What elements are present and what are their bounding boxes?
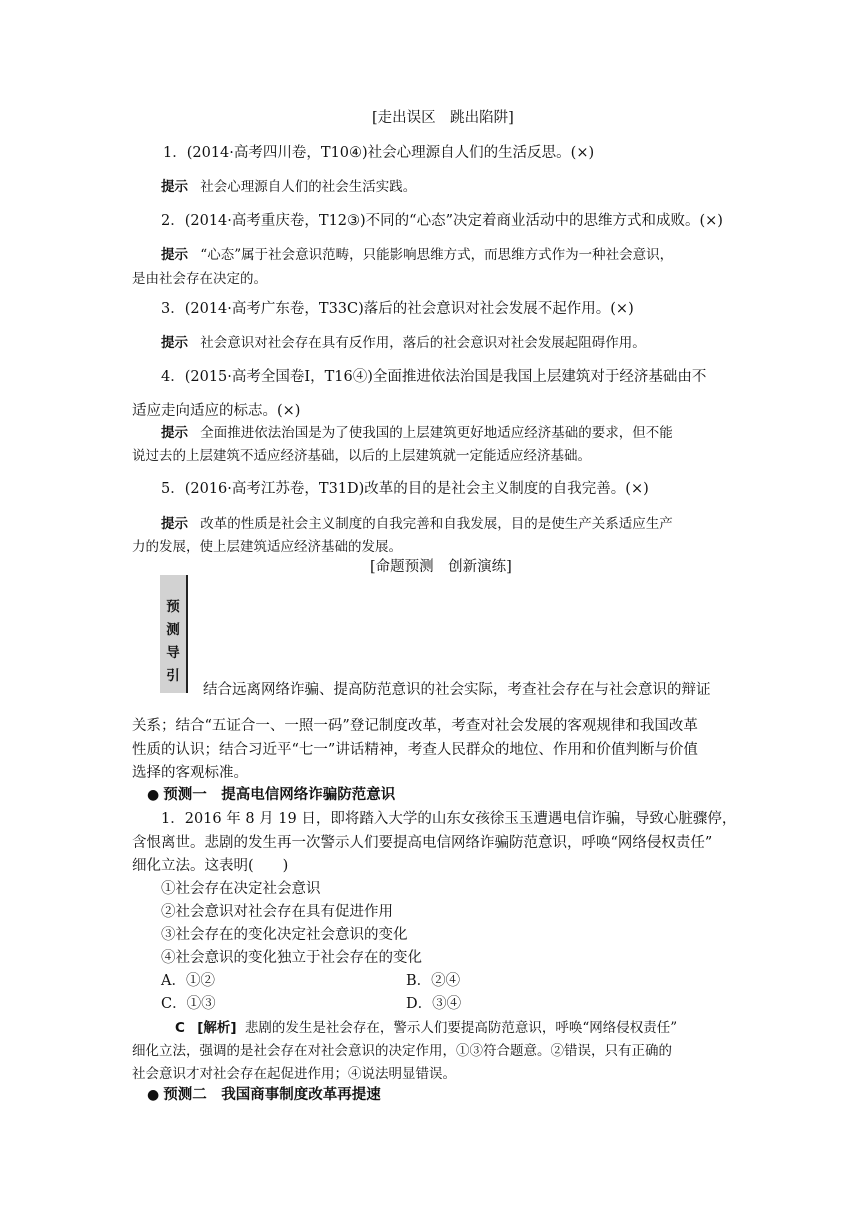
item-4-question-cont: 适应走向适应的标志。(×): [132, 403, 301, 419]
item-3-hint: [161, 331, 646, 351]
option-b: B．②④: [406, 973, 461, 989]
sidebox-char: 导: [166, 645, 180, 661]
item-2-hint: [161, 243, 673, 263]
option-c: C．①③: [161, 996, 216, 1012]
hint-label: 提示: [161, 179, 188, 195]
hint-label: 提示: [161, 247, 188, 263]
hint-text: 改革的性质是社会主义制度的自我完善和自我发展，目的是使生产关系适应生产: [200, 516, 673, 532]
sidebox-char: 引: [166, 668, 180, 684]
analysis-line-1: [175, 1016, 677, 1036]
item-5-hint-cont: 力的发展，使上层建筑适应经济基础的发展。: [132, 539, 402, 555]
hint-text: 全面推进依法治国是为了使我国的上层建筑更好地适应经济基础的要求，但不能: [200, 425, 673, 441]
guide-line-3: 性质的认识；结合习近平“七一”讲话精神，考查人民群众的地位、作用和价值判断与价值: [132, 742, 698, 758]
statement-4: ④社会意识的变化独立于社会存在的变化: [161, 950, 422, 966]
prediction-guide-sidebox: [160, 575, 188, 693]
guide-line-2: 关系；结合“五证合一、一照一码”登记制度改革，考查对社会发展的客观规律和我国改革: [132, 718, 698, 734]
answer-letter: C: [175, 1020, 185, 1036]
hint-label: 提示: [161, 425, 188, 441]
item-1-hint: [161, 175, 416, 195]
prediction-1-title: 预测一 提高电信网络诈骗防范意识: [163, 787, 396, 803]
item-2-hint-cont: 是由社会存在决定的。: [132, 271, 267, 287]
item-4-question: 4．(2015·高考全国卷Ⅰ，T16④)全面推进依法治国是我国上层建筑对于经济基础由不: [161, 369, 707, 385]
statement-1: ①社会存在决定社会意识: [161, 881, 321, 897]
sidebox-char: 测: [166, 622, 180, 638]
statement-2: ②社会意识对社会存在具有促进作用: [161, 904, 393, 920]
item-1-question: 1．(2014·高考四川卷，T10④)社会心理源自人们的生活反思。(×): [163, 145, 595, 161]
question-1-line-1: 1．2016 年 8 月 19 日，即将踏入大学的山东女孩徐玉玉遭遇电信诈骗，导致心脏骤停，: [161, 811, 737, 827]
filled-circle-bullet-icon: ●: [147, 787, 160, 803]
analysis-label: [解析]: [197, 1020, 237, 1036]
section-title-misconceptions: [走出误区 跳出陷阱]: [372, 110, 514, 126]
item-4-hint: [161, 421, 673, 441]
filled-circle-bullet-icon: ●: [147, 1087, 160, 1103]
question-1-line-2: 含恨离世。悲剧的发生再一次警示人们要提高电信网络诈骗防范意识，呼唤“网络侵权责任”: [132, 835, 713, 851]
section-title-predictions: [命题预测 创新演练]: [370, 559, 512, 575]
option-d: D．③④: [406, 996, 462, 1012]
item-4-hint-cont: 说过去的上层建筑不适应经济基础，以后的上层建筑就一定能适应经济基础。: [132, 448, 591, 464]
prediction-2-title: 预测二 我国商事制度改革再提速: [163, 1087, 381, 1103]
hint-text: “心态”属于社会意识范畴，只能影响思维方式，而思维方式作为一种社会意识，: [200, 247, 674, 263]
prediction-1-heading: [147, 783, 395, 804]
item-2-question: 2．(2014·高考重庆卷，T12③)不同的“心态”决定着商业活动中的思维方式和成败。(×): [161, 213, 723, 229]
analysis-text: 悲剧的发生是社会存在，警示人们要提高防范意识，呼唤“网络侵权责任”: [244, 1020, 678, 1036]
item-5-question: 5．(2016·高考江苏卷，T31D)改革的目的是社会主义制度的自我完善。(×): [161, 481, 649, 497]
item-5-hint: [161, 512, 673, 532]
hint-label: 提示: [161, 335, 188, 351]
guide-line-4: 选择的客观标准。: [132, 765, 248, 781]
sidebox-char: 预: [166, 599, 180, 615]
analysis-line-2: 细化立法，强调的是社会存在对社会意识的决定作用，①③符合题意。②错误，只有正确的: [132, 1043, 672, 1059]
analysis-line-3: 社会意识才对社会存在起促进作用；④说法明显错误。: [132, 1066, 456, 1082]
hint-text: 社会心理源自人们的社会生活实践。: [200, 179, 417, 195]
hint-text: 社会意识对社会存在具有反作用，落后的社会意识对社会发展起阻碍作用。: [200, 335, 646, 351]
guide-line-1: 结合远离网络诈骗、提高防范意识的社会实际，考查社会存在与社会意识的辩证: [203, 682, 711, 698]
question-1-line-3: 细化立法。这表明( ): [132, 858, 289, 874]
statement-3: ③社会存在的变化决定社会意识的变化: [161, 927, 408, 943]
option-a: A．①②: [161, 973, 215, 989]
prediction-2-heading: [147, 1083, 381, 1104]
item-3-question: 3．(2014·高考广东卷，T33C)落后的社会意识对社会发展不起作用。(×): [161, 301, 634, 317]
hint-label: 提示: [161, 516, 188, 532]
